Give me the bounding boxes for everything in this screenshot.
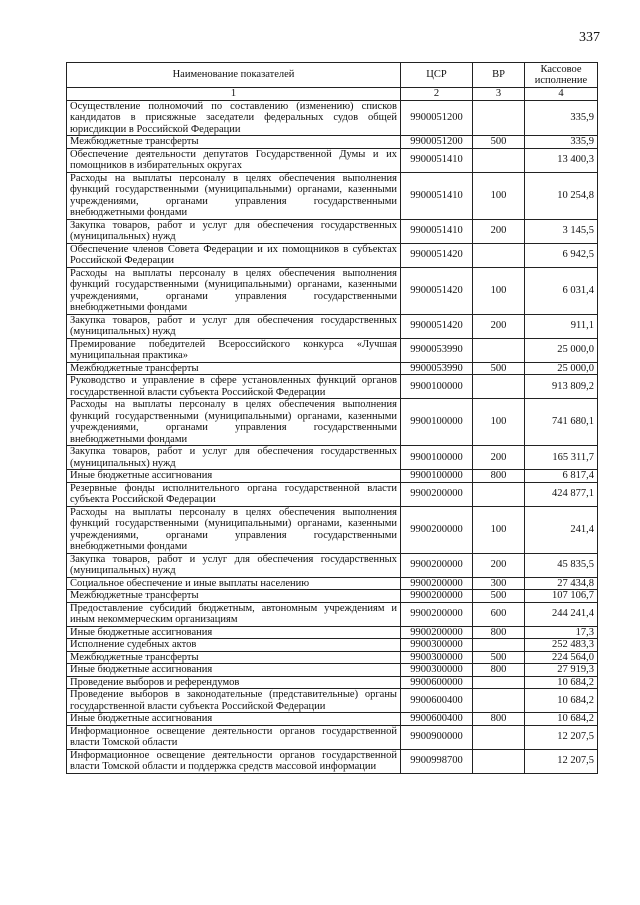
cell-sum: 12 207,5 — [525, 749, 598, 773]
cell-sum: 17,3 — [525, 626, 598, 639]
header-csr: ЦСР — [401, 63, 473, 88]
table-row — [67, 100, 598, 136]
cell-name: Иные бюджетные ассигнования — [67, 713, 401, 726]
cell-vr: 800 — [473, 626, 525, 639]
cell-vr — [473, 749, 525, 773]
table-row — [67, 219, 598, 243]
cell-name: Предоставление субсидий бюджетным, автономным учреждениям и иным некоммерческим организациям — [67, 602, 401, 626]
table-row — [67, 399, 598, 446]
cell-sum: 252 483,3 — [525, 639, 598, 652]
cell-vr — [473, 482, 525, 506]
cell-name: Расходы на выплаты персоналу в целях обеспечения выполнения функций государственными (муниципальными) органами, казенными учреждениями, органами управления государственными внебюджетными фондами — [67, 172, 401, 219]
cell-name: Социальное обеспечение и иные выплаты населению — [67, 577, 401, 590]
column-number: 2 — [401, 88, 473, 101]
cell-sum: 25 000,0 — [525, 338, 598, 362]
cell-vr — [473, 243, 525, 267]
header-row — [67, 63, 598, 88]
table-row — [67, 577, 598, 590]
table-row — [67, 713, 598, 726]
column-number: 4 — [525, 88, 598, 101]
cell-vr: 500 — [473, 362, 525, 375]
cell-vr: 200 — [473, 553, 525, 577]
cell-csr: 9900053990 — [401, 362, 473, 375]
budget-table — [66, 62, 598, 774]
table-row — [67, 470, 598, 483]
cell-vr: 200 — [473, 446, 525, 470]
cell-vr: 300 — [473, 577, 525, 590]
cell-name: Межбюджетные трансферты — [67, 651, 401, 664]
table-row — [67, 267, 598, 314]
cell-csr: 9900300000 — [401, 639, 473, 652]
cell-csr: 9900051200 — [401, 100, 473, 136]
cell-name: Премирование победителей Всероссийского конкурса «Лучшая муниципальная практика» — [67, 338, 401, 362]
cell-name: Закупка товаров, работ и услуг для обеспечения государственных (муниципальных) нужд — [67, 219, 401, 243]
cell-vr — [473, 338, 525, 362]
cell-sum: 244 241,4 — [525, 602, 598, 626]
cell-vr: 100 — [473, 399, 525, 446]
table-row — [67, 362, 598, 375]
cell-vr — [473, 639, 525, 652]
header-sum: Кассовое исполнение — [525, 63, 598, 88]
cell-name: Информационное освещение деятельности органов государственной власти Томской области — [67, 725, 401, 749]
cell-vr: 600 — [473, 602, 525, 626]
table-row — [67, 553, 598, 577]
cell-csr: 9900051420 — [401, 314, 473, 338]
cell-csr: 9900600400 — [401, 713, 473, 726]
cell-sum: 6 031,4 — [525, 267, 598, 314]
cell-sum: 10 684,2 — [525, 713, 598, 726]
cell-sum: 6 817,4 — [525, 470, 598, 483]
cell-csr: 9900100000 — [401, 446, 473, 470]
cell-csr: 9900998700 — [401, 749, 473, 773]
table-row — [67, 676, 598, 689]
cell-name: Иные бюджетные ассигнования — [67, 664, 401, 677]
cell-name: Информационное освещение деятельности органов государственной власти Томской области и поддержка средств массовой информации — [67, 749, 401, 773]
cell-name: Проведение выборов в законодательные (представительные) органы государственной власти субъекта Российской Федерации — [67, 689, 401, 713]
table-row — [67, 148, 598, 172]
cell-name: Расходы на выплаты персоналу в целях обеспечения выполнения функций государственными (муниципальными) органами, казенными учреждениями, органами управления государственными внебюджетными фондами — [67, 399, 401, 446]
cell-vr — [473, 148, 525, 172]
table-row — [67, 651, 598, 664]
cell-name: Расходы на выплаты персоналу в целях обеспечения выполнения функций государственными (муниципальными) органами, казенными учреждениями, органами управления государственными внебюджетными фондами — [67, 267, 401, 314]
cell-csr: 9900051420 — [401, 243, 473, 267]
table-row — [67, 626, 598, 639]
cell-csr: 9900100000 — [401, 375, 473, 399]
cell-csr: 9900300000 — [401, 664, 473, 677]
cell-vr: 200 — [473, 314, 525, 338]
cell-name: Обеспечение членов Совета Федерации и их помощников в субъектах Российской Федерации — [67, 243, 401, 267]
cell-name: Обеспечение деятельности депутатов Государственной Думы и их помощников в избирательных округах — [67, 148, 401, 172]
cell-sum: 27 919,3 — [525, 664, 598, 677]
cell-csr: 9900900000 — [401, 725, 473, 749]
column-number: 1 — [67, 88, 401, 101]
cell-csr: 9900200000 — [401, 626, 473, 639]
table-row — [67, 446, 598, 470]
cell-name: Закупка товаров, работ и услуг для обеспечения государственных (муниципальных) нужд — [67, 553, 401, 577]
column-number-row — [67, 88, 598, 101]
table-row — [67, 689, 598, 713]
table-row — [67, 749, 598, 773]
cell-vr: 500 — [473, 590, 525, 603]
table-row — [67, 172, 598, 219]
cell-name: Иные бюджетные ассигнования — [67, 470, 401, 483]
table-row — [67, 590, 598, 603]
page-number: 337 — [579, 30, 600, 45]
table-row — [67, 375, 598, 399]
cell-csr: 9900200000 — [401, 482, 473, 506]
cell-vr: 800 — [473, 664, 525, 677]
cell-name: Межбюджетные трансферты — [67, 362, 401, 375]
cell-sum: 10 684,2 — [525, 689, 598, 713]
cell-vr — [473, 375, 525, 399]
cell-name: Руководство и управление в сфере установленных функций органов государственной власти субъекта Российской Федерации — [67, 375, 401, 399]
cell-csr: 9900051410 — [401, 219, 473, 243]
cell-name: Расходы на выплаты персоналу в целях обеспечения выполнения функций государственными (муниципальными) органами, казенными учреждениями, органами управления государственными внебюджетными фондами — [67, 506, 401, 553]
cell-sum: 911,1 — [525, 314, 598, 338]
cell-sum: 10 684,2 — [525, 676, 598, 689]
cell-csr: 9900051420 — [401, 267, 473, 314]
cell-vr: 200 — [473, 219, 525, 243]
header-vr: ВР — [473, 63, 525, 88]
cell-csr: 9900051410 — [401, 148, 473, 172]
cell-name: Межбюджетные трансферты — [67, 590, 401, 603]
cell-vr: 100 — [473, 267, 525, 314]
table-row — [67, 602, 598, 626]
cell-sum: 12 207,5 — [525, 725, 598, 749]
cell-sum: 27 434,8 — [525, 577, 598, 590]
table-row — [67, 338, 598, 362]
cell-vr: 100 — [473, 506, 525, 553]
cell-vr: 100 — [473, 172, 525, 219]
cell-csr: 9900200000 — [401, 506, 473, 553]
cell-vr — [473, 689, 525, 713]
table-row — [67, 243, 598, 267]
cell-vr: 800 — [473, 713, 525, 726]
cell-vr — [473, 725, 525, 749]
cell-sum: 335,9 — [525, 100, 598, 136]
header-name: Наименование показателей — [67, 63, 401, 88]
cell-name: Закупка товаров, работ и услуг для обеспечения государственных (муниципальных) нужд — [67, 314, 401, 338]
cell-sum: 6 942,5 — [525, 243, 598, 267]
cell-sum: 13 400,3 — [525, 148, 598, 172]
cell-csr: 9900051410 — [401, 172, 473, 219]
cell-vr — [473, 676, 525, 689]
cell-csr: 9900200000 — [401, 553, 473, 577]
cell-csr: 9900053990 — [401, 338, 473, 362]
cell-sum: 913 809,2 — [525, 375, 598, 399]
cell-csr: 9900600400 — [401, 689, 473, 713]
cell-sum: 335,9 — [525, 136, 598, 149]
table-row — [67, 314, 598, 338]
cell-sum: 165 311,7 — [525, 446, 598, 470]
table-row — [67, 136, 598, 149]
column-number: 3 — [473, 88, 525, 101]
cell-vr — [473, 100, 525, 136]
cell-csr: 9900100000 — [401, 470, 473, 483]
cell-vr: 500 — [473, 136, 525, 149]
cell-csr: 9900100000 — [401, 399, 473, 446]
cell-sum: 10 254,8 — [525, 172, 598, 219]
cell-sum: 3 145,5 — [525, 219, 598, 243]
cell-name: Межбюджетные трансферты — [67, 136, 401, 149]
cell-csr: 9900200000 — [401, 590, 473, 603]
cell-sum: 224 564,0 — [525, 651, 598, 664]
cell-sum: 741 680,1 — [525, 399, 598, 446]
cell-name: Закупка товаров, работ и услуг для обеспечения государственных (муниципальных) нужд — [67, 446, 401, 470]
table-row — [67, 639, 598, 652]
cell-name: Проведение выборов и референдумов — [67, 676, 401, 689]
cell-vr: 500 — [473, 651, 525, 664]
cell-name: Иные бюджетные ассигнования — [67, 626, 401, 639]
cell-csr: 9900051200 — [401, 136, 473, 149]
cell-sum: 107 106,7 — [525, 590, 598, 603]
cell-name: Исполнение судебных актов — [67, 639, 401, 652]
cell-name: Резервные фонды исполнительного органа государственной власти субъекта Российской Федерации — [67, 482, 401, 506]
cell-sum: 424 877,1 — [525, 482, 598, 506]
cell-csr: 9900600000 — [401, 676, 473, 689]
table-row — [67, 506, 598, 553]
cell-csr: 9900200000 — [401, 602, 473, 626]
cell-csr: 9900300000 — [401, 651, 473, 664]
table-row — [67, 664, 598, 677]
cell-sum: 241,4 — [525, 506, 598, 553]
cell-sum: 25 000,0 — [525, 362, 598, 375]
table-row — [67, 725, 598, 749]
cell-name: Осуществление полномочий по составлению (изменению) списков кандидатов в присяжные заседатели федеральных судов общей юрисдикции в Российской Федерации — [67, 100, 401, 136]
cell-sum: 45 835,5 — [525, 553, 598, 577]
table-row — [67, 482, 598, 506]
cell-csr: 9900200000 — [401, 577, 473, 590]
cell-vr: 800 — [473, 470, 525, 483]
